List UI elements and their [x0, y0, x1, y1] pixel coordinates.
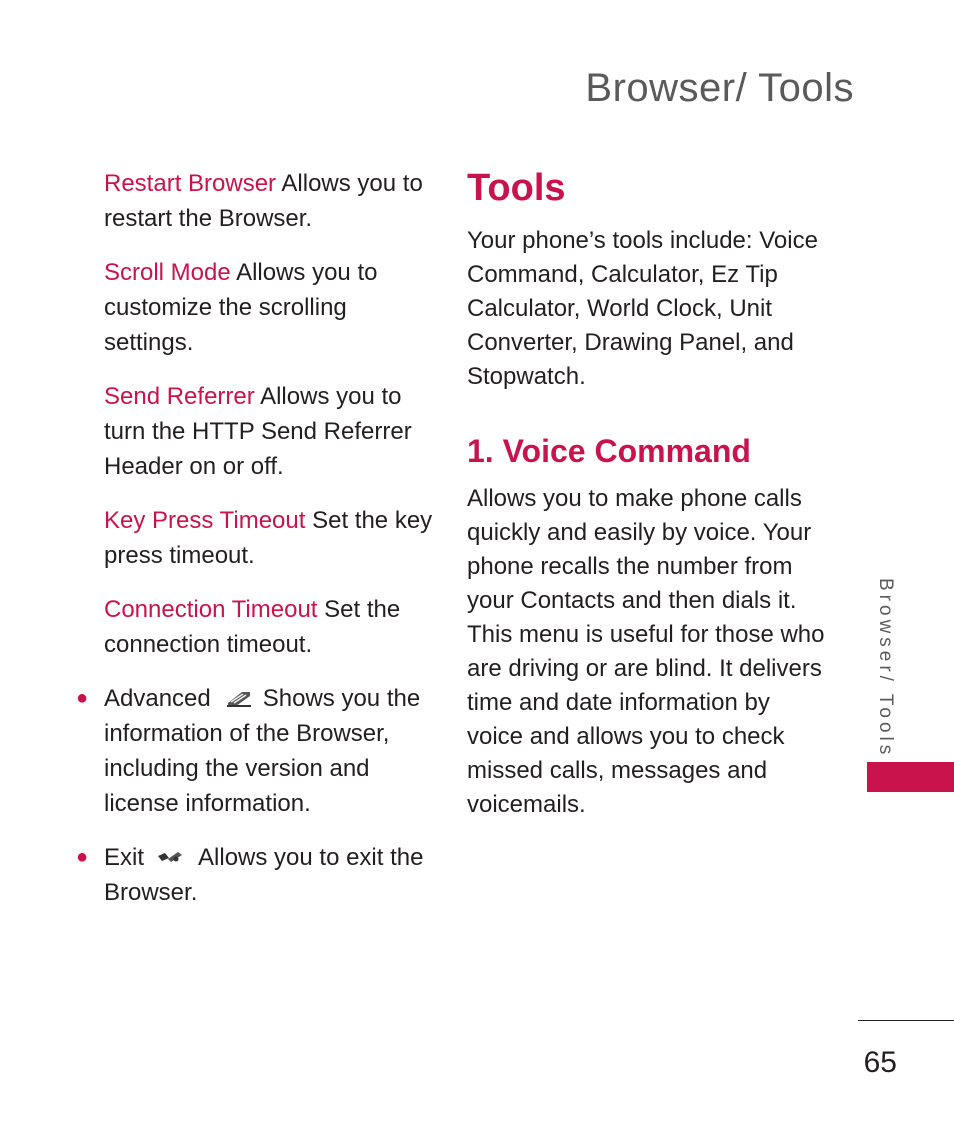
entry-text: Allows you to turn the HTTP Send Referrer Header on or off. [104, 383, 412, 480]
section-title-tools: Tools [467, 167, 566, 209]
wrench-settings-icon [225, 683, 253, 703]
bullet-text: Allows you to exit the Browser. [104, 844, 424, 906]
side-tab-label: Browser/ Tools [875, 578, 896, 759]
bullet-advanced [76, 681, 434, 821]
entry-term: Key Press Timeout [104, 507, 306, 534]
page-number: 65 [863, 1046, 897, 1079]
entry-key-press-timeout [104, 503, 434, 573]
bullet-text: Shows you the information of the Browser, including the version and license information. [104, 685, 421, 817]
subsection-title-voice-command: 1. Voice Command [467, 433, 751, 469]
page-header-title: Browser/ Tools [585, 66, 854, 110]
entry-text: Set the key press timeout. [104, 507, 433, 569]
bullet-marker: ● [76, 846, 89, 868]
bullet-term: Advanced [104, 685, 211, 712]
side-tab-marker [867, 762, 954, 792]
entry-term: Scroll Mode [104, 259, 231, 286]
entry-connection-timeout [104, 592, 434, 662]
left-column [76, 166, 434, 929]
entry-term: Connection Timeout [104, 596, 318, 623]
entry-scroll-mode [104, 255, 434, 360]
entry-text: Allows you to customize the scrolling settings. [104, 259, 378, 356]
footer-rule [858, 1020, 954, 1021]
entry-text: Allows you to restart the Browser. [104, 170, 423, 232]
entry-text: Set the connection timeout. [104, 596, 401, 658]
bullet-term: Exit [104, 844, 145, 871]
entry-term: Send Referrer [104, 383, 255, 410]
right-column [467, 166, 827, 822]
voice-command-body: Allows you to make phone calls quickly and easily by voice. Your phone recalls the number from your Contacts and then dials it. This menu is useful for those who are driving or are blind. It delivers time and date information by voice and allows you to check missed calls, messages and voicemails. [467, 485, 825, 818]
bullet-marker: ● [76, 687, 89, 709]
entry-term: Restart Browser [104, 170, 277, 197]
exit-icon [156, 842, 184, 862]
entry-send-referrer [104, 379, 434, 484]
bullet-exit [76, 840, 434, 910]
entry-restart-browser [104, 166, 434, 236]
tools-intro: Your phone’s tools include: Voice Command, Calculator, Ez Tip Calculator, World Clock, Unit Converter, Drawing Panel, and Stopwatch. [467, 227, 818, 390]
